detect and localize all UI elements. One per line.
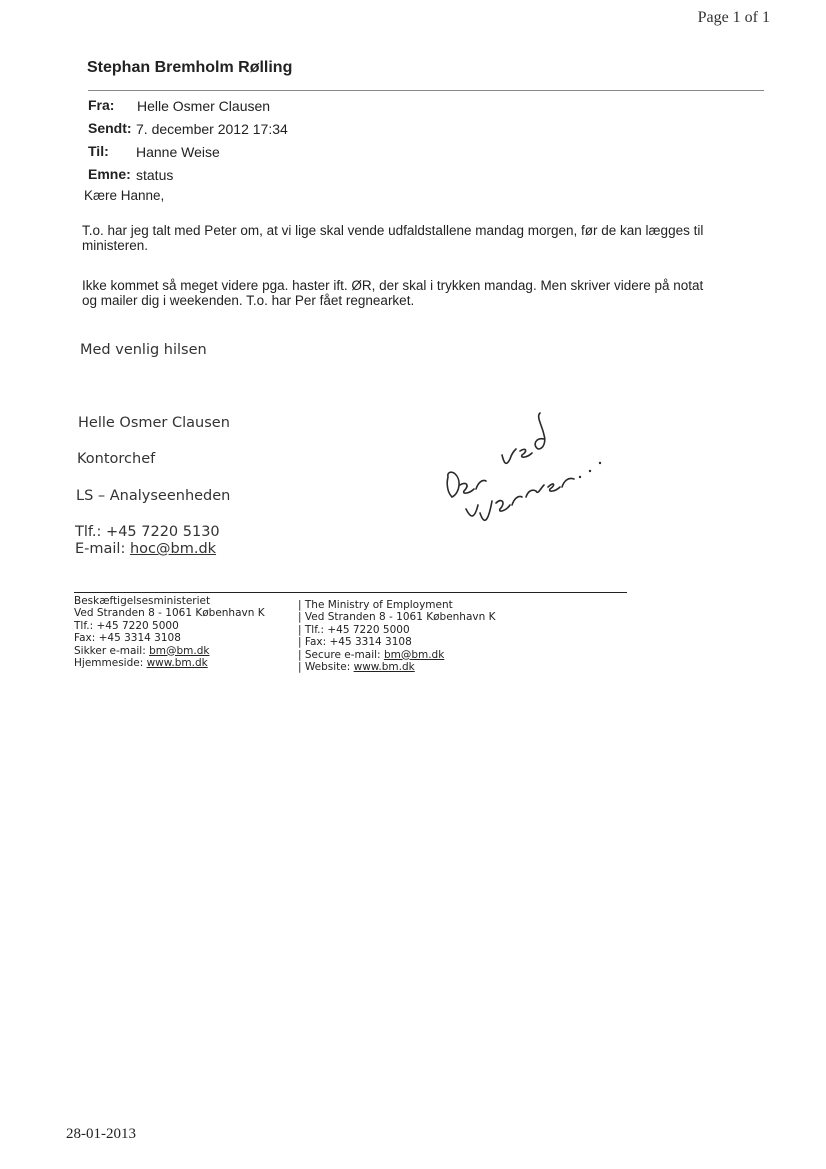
from-value: Helle Osmer Clausen [137, 98, 271, 114]
to-label: Til: [88, 143, 109, 159]
footer-right-secure-link[interactable]: bm@bm.dk [383, 648, 445, 661]
subject-value: status [136, 167, 174, 183]
footer-right-website [298, 661, 496, 673]
footer-right [298, 599, 496, 673]
subject-label: Emne: [88, 166, 131, 182]
paragraph-2-line-2: og mailer dig i weekenden. T.o. har Per fået regnearket. [82, 293, 415, 308]
sender-name: Stephan Bremholm Rølling [87, 59, 293, 76]
greeting: Kære Hanne, [84, 188, 165, 203]
closing: Med venlig hilsen [80, 342, 207, 358]
footer-right-address: | Ved Stranden 8 - 1061 København K [298, 611, 496, 624]
footer-divider [74, 592, 627, 593]
footer-left-secure-link[interactable]: bm@bm.dk [149, 644, 210, 657]
signature-unit: LS – Analyseenheden [76, 488, 231, 504]
footer-right-phone: | Tlf.: +45 7220 5000 [298, 623, 410, 636]
footer-left-secure-label: Sikker e-mail: [74, 644, 150, 657]
signature-title: Kontorchef [77, 451, 156, 467]
header-divider [88, 90, 764, 91]
sent-value: 7. december 2012 17:34 [136, 121, 288, 137]
footer-right-secure-label: | Secure e-mail: [298, 648, 384, 661]
handwritten-note [440, 405, 620, 540]
footer-left-phone: Tlf.: +45 7220 5000 [74, 619, 179, 632]
sent-label: Sendt: [88, 120, 132, 136]
footer-right-org: | The Ministry of Employment [298, 599, 453, 611]
signature-email [75, 541, 216, 557]
paragraph-1-line-1: T.o. har jeg talt med Peter om, at vi lige skal vende udfaldstallene mandag morgen, før de kan lægges til [82, 223, 704, 238]
footer-left-fax: Fax: +45 3314 3108 [74, 632, 181, 645]
paragraph-2-line-1: Ikke kommet så meget videre pga. haster ift. ØR, der skal i trykken mandag. Men skriver videre på notat [82, 278, 704, 293]
from-label: Fra: [88, 97, 115, 113]
footer-left [74, 595, 265, 669]
footer-right-web-link[interactable]: www.bm.dk [353, 661, 415, 674]
footer-right-secure-email [298, 649, 496, 661]
paragraph-1-line-2: ministeren. [82, 238, 149, 253]
footer-left-website [74, 657, 265, 669]
signature-email-link[interactable]: hoc@bm.dk [129, 541, 217, 557]
footer-left-secure-email [74, 645, 265, 657]
signature-phone: Tlf.: +45 7220 5130 [75, 524, 220, 540]
footer-left-web-label: Hjemmeside: [74, 657, 147, 670]
print-date: 28-01-2013 [66, 1126, 136, 1142]
to-value: Hanne Weise [136, 144, 220, 160]
signature-email-label: E-mail: [75, 541, 130, 557]
footer-left-web-link[interactable]: www.bm.dk [146, 657, 208, 670]
page-number: Page 1 of 1 [697, 9, 770, 26]
signature-name: Helle Osmer Clausen [78, 415, 230, 431]
footer-right-fax: | Fax: +45 3314 3108 [298, 636, 412, 649]
footer-right-web-label: | Website: [298, 661, 354, 674]
footer-left-org: Beskæftigelsesministeriet [74, 595, 211, 607]
footer-left-address: Ved Stranden 8 - 1061 København K [74, 607, 265, 620]
